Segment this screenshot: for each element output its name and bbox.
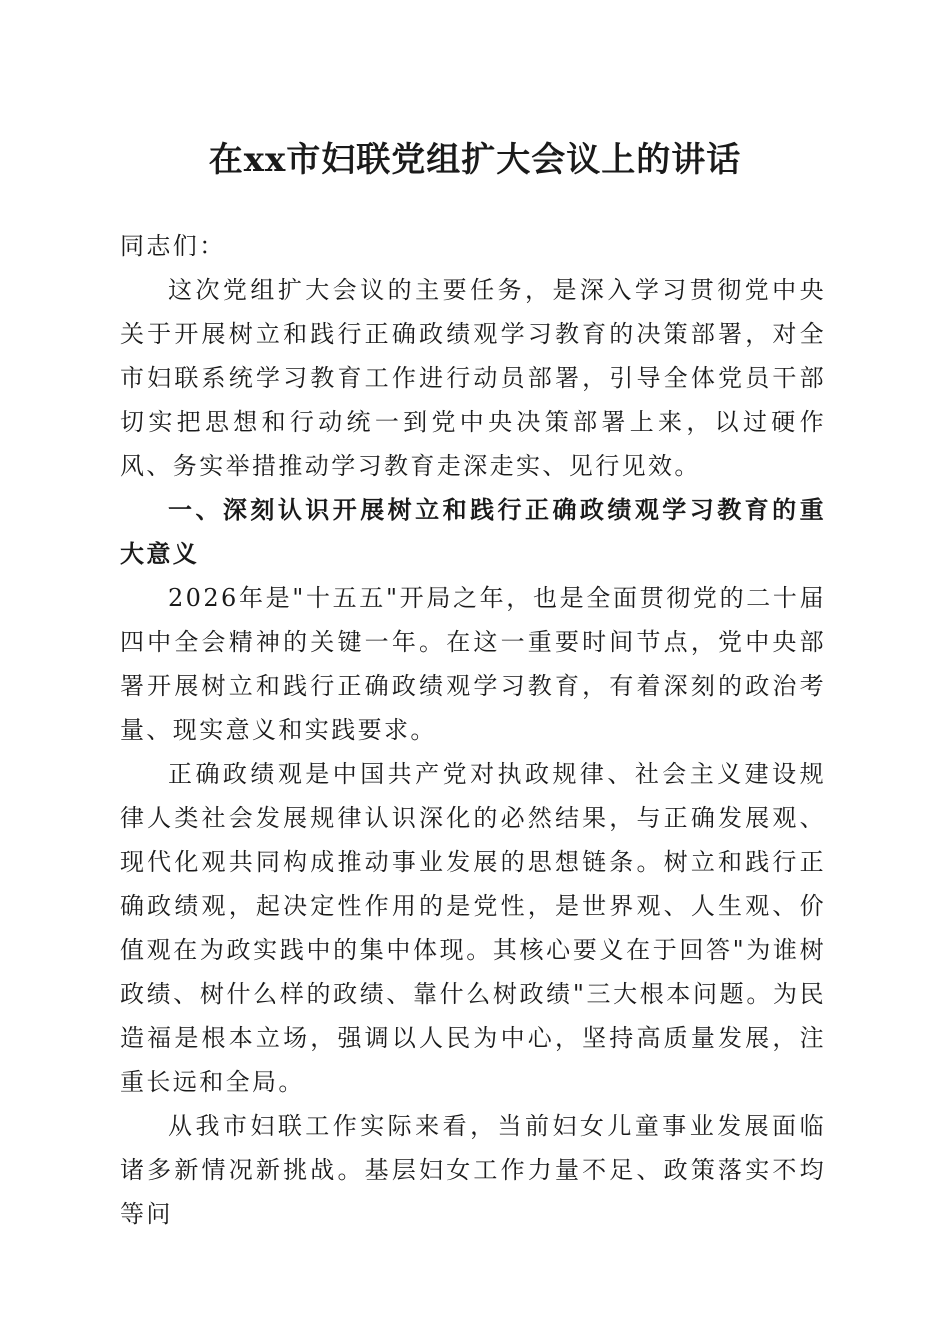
- salutation: 同志们：: [120, 232, 226, 260]
- document-body: [120, 224, 826, 1236]
- section-heading-1: 一、深刻认识开展树立和践行正确政绩观学习教育的重大意义: [120, 496, 826, 568]
- paragraph-concept: 正确政绩观是中国共产党对执政规律、社会主义建设规律人类社会发展规律认识深化的必然结果，与正确发展观、现代化观共同构成推动事业发展的思想链条。树立和践行正确政绩观，起决定性作用的是党性，是世界观、人生观、价值观在为政实践中的集中体现。其核心要义在于回答"为谁树政绩、树什么样的政绩、靠什么树政绩"三大根本问题。为民造福是根本立场，强调以人民为中心，坚持高质量发展，注重长远和全局。: [120, 760, 826, 1096]
- document-title: 在xx市妇联党组扩大会议上的讲话: [208, 140, 742, 180]
- paragraph-local-situation: 从我市妇联工作实际来看，当前妇女儿童事业发展面临诸多新情况新挑战。基层妇女工作力量不足、政策落实不均等问: [120, 1112, 826, 1228]
- paragraph-background: 2026年是"十五五"开局之年，也是全面贯彻党的二十届四中全会精神的关键一年。在这一重要时间节点，党中央部署开展树立和践行正确政绩观学习教育，有着深刻的政治考量、现实意义和实践要求。: [120, 584, 826, 744]
- paragraph-intro: 这次党组扩大会议的主要任务，是深入学习贯彻党中央关于开展树立和践行正确政绩观学习教育的决策部署，对全市妇联系统学习教育工作进行动员部署，引导全体党员干部切实把思想和行动统一到党中央决策部署上来，以过硬作风、务实举措推动学习教育走深走实、见行见效。: [120, 276, 826, 480]
